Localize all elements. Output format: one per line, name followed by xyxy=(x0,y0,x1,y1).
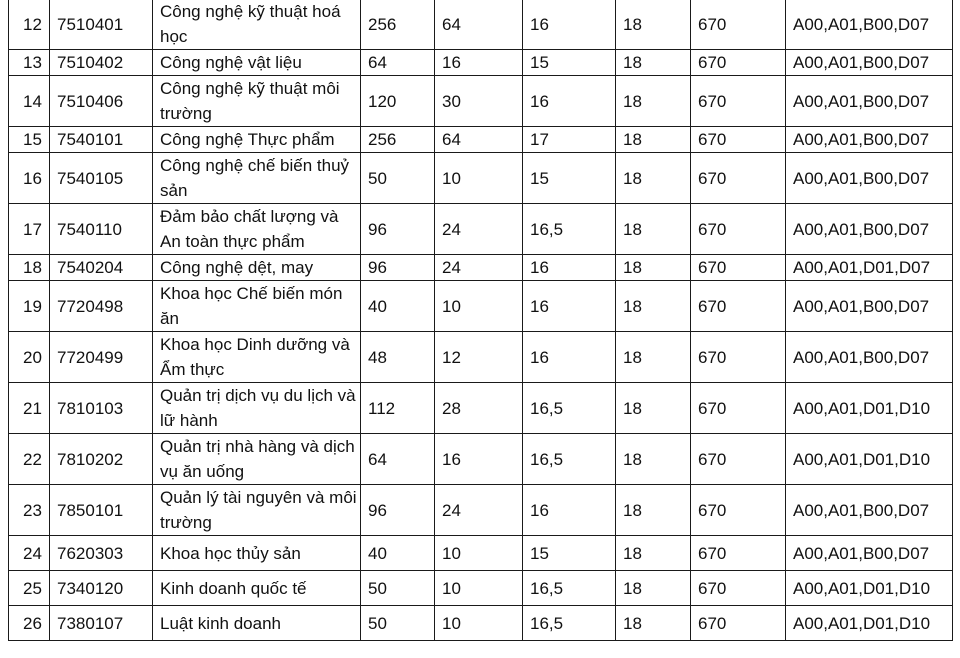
program-name: Công nghệ chế biến thuỷ sản xyxy=(153,153,361,204)
total-quota: 50 xyxy=(361,153,435,204)
subject-groups: A00,A01,B00,D07 xyxy=(786,485,953,536)
program-name: Đảm bảo chất lượng và An toàn thực phẩm xyxy=(153,204,361,255)
subject-groups: A00,A01,B00,D07 xyxy=(786,332,953,383)
score-threshold: 16 xyxy=(523,485,616,536)
table-body xyxy=(9,0,953,641)
score-threshold: 16,5 xyxy=(523,383,616,434)
row-number: 13 xyxy=(9,50,50,76)
score-threshold: 16,5 xyxy=(523,606,616,641)
total-quota: 50 xyxy=(361,606,435,641)
table-row xyxy=(9,281,953,332)
subject-groups: A00,A01,B00,D07 xyxy=(786,127,953,153)
admissions-table xyxy=(8,0,953,641)
min-score: 18 xyxy=(616,76,691,127)
min-score: 18 xyxy=(616,606,691,641)
table-row xyxy=(9,127,953,153)
row-number: 23 xyxy=(9,485,50,536)
row-number: 17 xyxy=(9,204,50,255)
subject-groups: A00,A01,D01,D10 xyxy=(786,434,953,485)
method-quota: 24 xyxy=(435,204,523,255)
min-score: 18 xyxy=(616,332,691,383)
program-name: Công nghệ Thực phẩm xyxy=(153,127,361,153)
subject-groups: A00,A01,B00,D07 xyxy=(786,281,953,332)
total-quota: 256 xyxy=(361,0,435,50)
total-quota: 48 xyxy=(361,332,435,383)
table-row xyxy=(9,571,953,606)
table-row xyxy=(9,50,953,76)
subject-groups: A00,A01,D01,D10 xyxy=(786,606,953,641)
program-code: 7810202 xyxy=(50,434,153,485)
subject-groups: A00,A01,B00,D07 xyxy=(786,536,953,571)
min-score: 18 xyxy=(616,571,691,606)
min-score: 18 xyxy=(616,434,691,485)
table-row xyxy=(9,76,953,127)
program-name: Công nghệ vật liệu xyxy=(153,50,361,76)
table-row xyxy=(9,255,953,281)
method-quota: 12 xyxy=(435,332,523,383)
cutoff-score: 670 xyxy=(691,383,786,434)
row-number: 14 xyxy=(9,76,50,127)
program-code: 7540105 xyxy=(50,153,153,204)
method-quota: 64 xyxy=(435,127,523,153)
subject-groups: A00,A01,D01,D10 xyxy=(786,571,953,606)
program-code: 7540110 xyxy=(50,204,153,255)
program-name: Công nghệ dệt, may xyxy=(153,255,361,281)
score-threshold: 16 xyxy=(523,0,616,50)
score-threshold: 16,5 xyxy=(523,204,616,255)
table-row xyxy=(9,383,953,434)
program-code: 7850101 xyxy=(50,485,153,536)
method-quota: 10 xyxy=(435,153,523,204)
method-quota: 30 xyxy=(435,76,523,127)
total-quota: 120 xyxy=(361,76,435,127)
min-score: 18 xyxy=(616,127,691,153)
score-threshold: 16 xyxy=(523,76,616,127)
cutoff-score: 670 xyxy=(691,332,786,383)
cutoff-score: 670 xyxy=(691,536,786,571)
table-row xyxy=(9,153,953,204)
cutoff-score: 670 xyxy=(691,204,786,255)
method-quota: 16 xyxy=(435,434,523,485)
min-score: 18 xyxy=(616,153,691,204)
row-number: 21 xyxy=(9,383,50,434)
program-name: Khoa học Dinh dưỡng và Ẩm thực xyxy=(153,332,361,383)
subject-groups: A00,A01,B00,D07 xyxy=(786,153,953,204)
cutoff-score: 670 xyxy=(691,76,786,127)
table-row xyxy=(9,485,953,536)
row-number: 22 xyxy=(9,434,50,485)
method-quota: 24 xyxy=(435,485,523,536)
total-quota: 40 xyxy=(361,536,435,571)
subject-groups: A00,A01,B00,D07 xyxy=(786,204,953,255)
program-code: 7510406 xyxy=(50,76,153,127)
cutoff-score: 670 xyxy=(691,153,786,204)
score-threshold: 16 xyxy=(523,332,616,383)
cutoff-score: 670 xyxy=(691,0,786,50)
method-quota: 10 xyxy=(435,571,523,606)
row-number: 25 xyxy=(9,571,50,606)
row-number: 12 xyxy=(9,0,50,50)
total-quota: 64 xyxy=(361,50,435,76)
min-score: 18 xyxy=(616,281,691,332)
cutoff-score: 670 xyxy=(691,485,786,536)
program-name: Quản trị nhà hàng và dịch vụ ăn uống xyxy=(153,434,361,485)
cutoff-score: 670 xyxy=(691,434,786,485)
total-quota: 40 xyxy=(361,281,435,332)
subject-groups: A00,A01,D01,D07 xyxy=(786,255,953,281)
cutoff-score: 670 xyxy=(691,127,786,153)
program-code: 7720498 xyxy=(50,281,153,332)
method-quota: 64 xyxy=(435,0,523,50)
total-quota: 96 xyxy=(361,255,435,281)
table-row xyxy=(9,434,953,485)
cutoff-score: 670 xyxy=(691,281,786,332)
row-number: 24 xyxy=(9,536,50,571)
program-code: 7380107 xyxy=(50,606,153,641)
subject-groups: A00,A01,B00,D07 xyxy=(786,76,953,127)
total-quota: 256 xyxy=(361,127,435,153)
program-name: Khoa học thủy sản xyxy=(153,536,361,571)
table-row xyxy=(9,536,953,571)
program-code: 7720499 xyxy=(50,332,153,383)
subject-groups: A00,A01,B00,D07 xyxy=(786,50,953,76)
subject-groups: A00,A01,D01,D10 xyxy=(786,383,953,434)
table-row xyxy=(9,606,953,641)
method-quota: 10 xyxy=(435,606,523,641)
total-quota: 96 xyxy=(361,204,435,255)
min-score: 18 xyxy=(616,204,691,255)
table-row xyxy=(9,332,953,383)
score-threshold: 16,5 xyxy=(523,434,616,485)
min-score: 18 xyxy=(616,0,691,50)
table-row xyxy=(9,0,953,50)
program-code: 7510402 xyxy=(50,50,153,76)
method-quota: 10 xyxy=(435,281,523,332)
total-quota: 64 xyxy=(361,434,435,485)
score-threshold: 17 xyxy=(523,127,616,153)
program-name: Công nghệ kỹ thuật môi trường xyxy=(153,76,361,127)
row-number: 19 xyxy=(9,281,50,332)
program-code: 7620303 xyxy=(50,536,153,571)
row-number: 18 xyxy=(9,255,50,281)
min-score: 18 xyxy=(616,50,691,76)
program-code: 7540101 xyxy=(50,127,153,153)
score-threshold: 16 xyxy=(523,255,616,281)
method-quota: 10 xyxy=(435,536,523,571)
program-code: 7810103 xyxy=(50,383,153,434)
row-number: 26 xyxy=(9,606,50,641)
cutoff-score: 670 xyxy=(691,606,786,641)
min-score: 18 xyxy=(616,383,691,434)
score-threshold: 15 xyxy=(523,50,616,76)
min-score: 18 xyxy=(616,255,691,281)
method-quota: 28 xyxy=(435,383,523,434)
min-score: 18 xyxy=(616,536,691,571)
total-quota: 112 xyxy=(361,383,435,434)
table-row xyxy=(9,204,953,255)
program-name: Công nghệ kỹ thuật hoá học xyxy=(153,0,361,50)
score-threshold: 15 xyxy=(523,536,616,571)
row-number: 16 xyxy=(9,153,50,204)
program-name: Luật kinh doanh xyxy=(153,606,361,641)
program-name: Khoa học Chế biến món ăn xyxy=(153,281,361,332)
program-name: Quản trị dịch vụ du lịch và lữ hành xyxy=(153,383,361,434)
program-code: 7340120 xyxy=(50,571,153,606)
score-threshold: 15 xyxy=(523,153,616,204)
min-score: 18 xyxy=(616,485,691,536)
row-number: 15 xyxy=(9,127,50,153)
cutoff-score: 670 xyxy=(691,571,786,606)
cutoff-score: 670 xyxy=(691,50,786,76)
total-quota: 96 xyxy=(361,485,435,536)
score-threshold: 16,5 xyxy=(523,571,616,606)
program-code: 7510401 xyxy=(50,0,153,50)
subject-groups: A00,A01,B00,D07 xyxy=(786,0,953,50)
method-quota: 16 xyxy=(435,50,523,76)
cutoff-score: 670 xyxy=(691,255,786,281)
program-name: Quản lý tài nguyên và môi trường xyxy=(153,485,361,536)
total-quota: 50 xyxy=(361,571,435,606)
method-quota: 24 xyxy=(435,255,523,281)
score-threshold: 16 xyxy=(523,281,616,332)
row-number: 20 xyxy=(9,332,50,383)
program-name: Kinh doanh quốc tế xyxy=(153,571,361,606)
program-code: 7540204 xyxy=(50,255,153,281)
